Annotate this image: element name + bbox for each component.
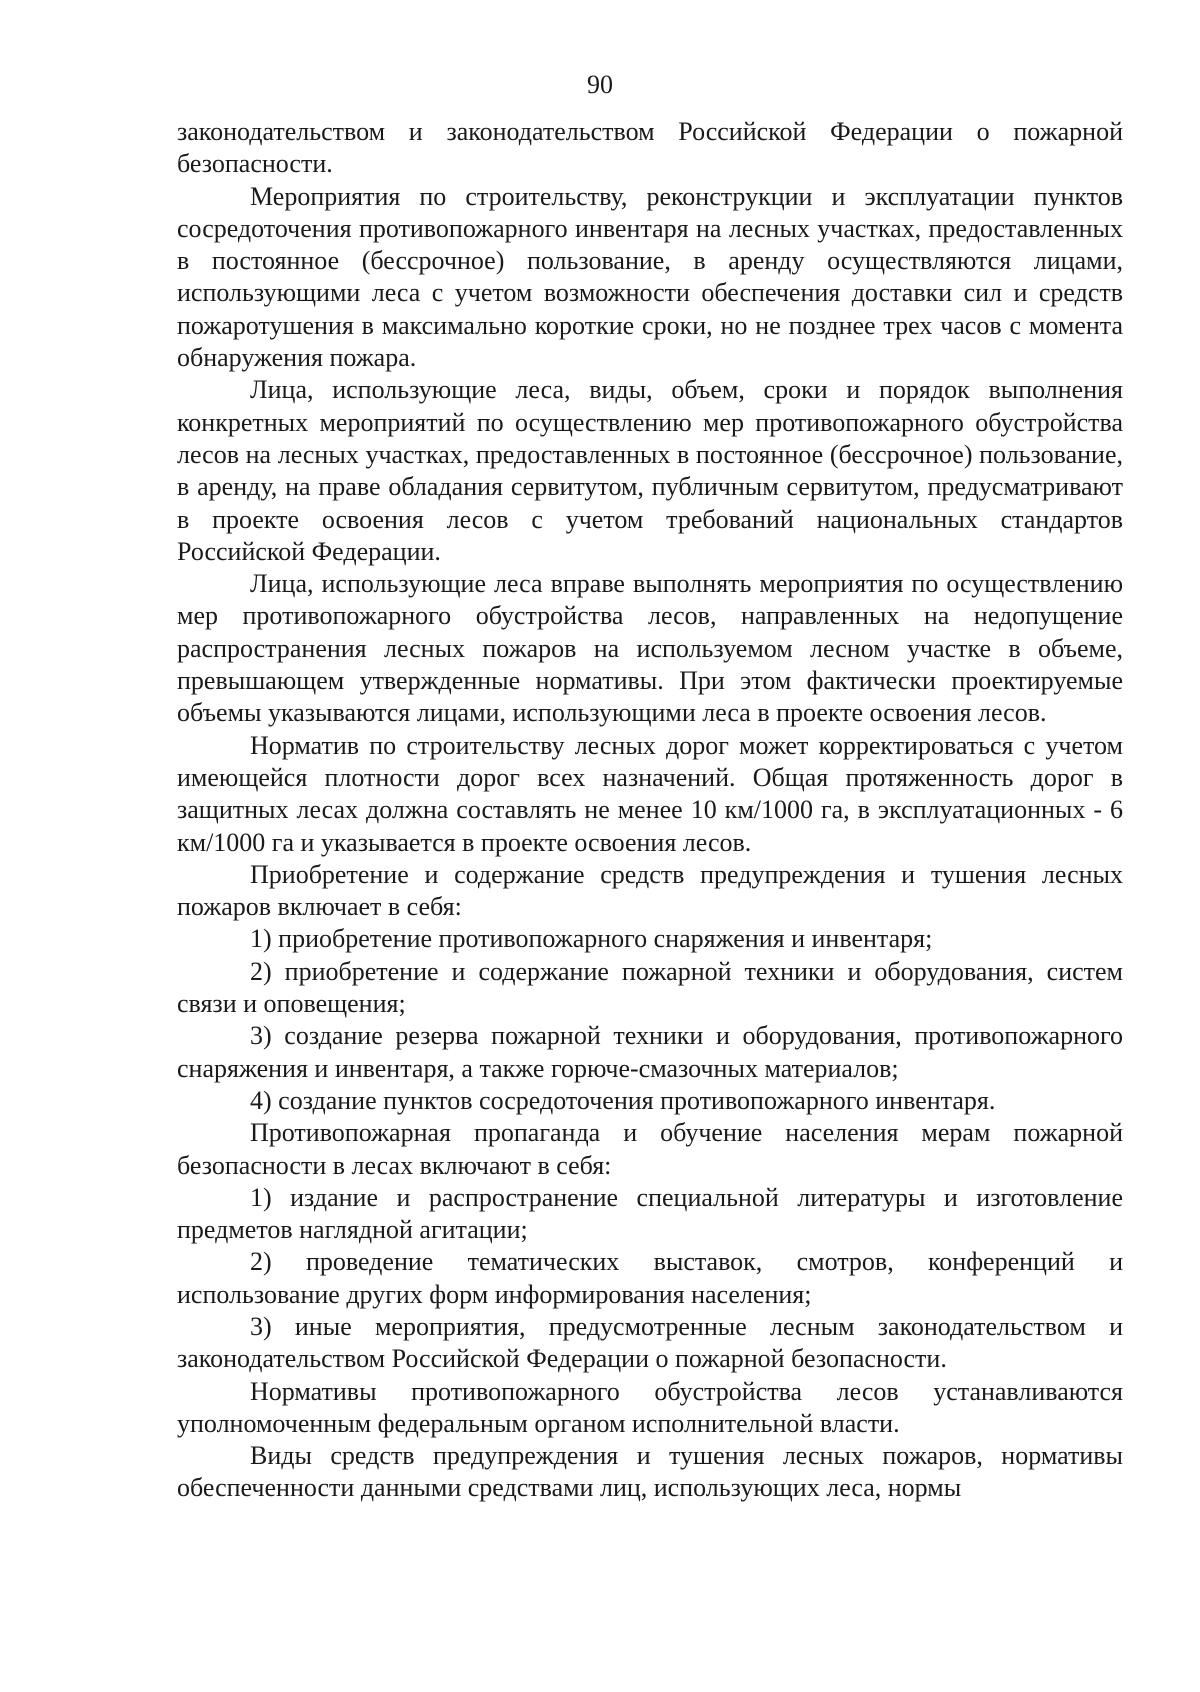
list-item-acquisition-1: 1) приобретение противопожарного снаряжения и инвентаря; [250, 924, 933, 954]
page-number: 90 [587, 70, 613, 99]
document-body [177, 116, 1123, 1505]
list-item-acquisition-3: 3) создание резерва пожарной техники и оборудования, противопожарного снаряжения и инвентаря, а также горюче-смазочных материалов; [177, 1021, 1123, 1083]
paragraph-excess-measures: Лица, использующие леса вправе выполнять мероприятия по осуществлению мер противопожарного обустройства лесов, направленных на недопущение распространения лесных пожаров на используемом лесном участке в объеме, превышающем утвержденные нормативы. При этом фактически проектируемые объемы указываются лицами, использующими леса в проекте освоения лесов. [177, 569, 1123, 728]
paragraph-forest-users-measures: Лица, использующие леса, виды, объем, сроки и порядок выполнения конкретных мероприятий по осуществлению мер противопожарного обустройства лесов на лесных участках, предоставленных в постоянное (бессрочное) пользование, в аренду, на праве обладания сервитутом, публичным сервитутом, предусматривают в проекте освоения лесов с учетом требований национальных стандартов Российской Федерации. [177, 375, 1123, 566]
paragraph-means-types: Виды средств предупреждения и тушения лесных пожаров, нормативы обеспеченности данными средствами лиц, использующих леса, нормы [177, 1441, 1123, 1503]
list-item-acquisition-4: 4) создание пунктов сосредоточения противопожарного инвентаря. [250, 1085, 996, 1115]
list-item-propaganda-2: 2) проведение тематических выставок, смотров, конференций и использование других форм информирования населения; [177, 1247, 1123, 1309]
list-item-acquisition-2: 2) приобретение и содержание пожарной техники и оборудования, систем связи и оповещения; [177, 956, 1123, 1019]
paragraph-road-standard: Норматив по строительству лесных дорог может корректироваться с учетом имеющейся плотности дорог всех назначений. Общая протяженность дорог в защитных лесах должна составлять не менее 10 км/1000 га, в эксплуатационных - 6 км/1000 га и указывается в проекте освоения лесов. [177, 730, 1123, 857]
paragraph-standards-authority: Нормативы противопожарного обустройства лесов устанавливаются уполномоченным федеральным органом исполнительной власти. [177, 1376, 1123, 1438]
paragraph-propaganda-intro: Противопожарная пропаганда и обучение населения мерам пожарной безопасности в лесах включают в себя: [177, 1118, 1123, 1180]
paragraph-continuation: законодательством и законодательством Российской Федерации о пожарной безопасности. [177, 117, 1123, 179]
paragraph-acquisition-intro: Приобретение и содержание средств предупреждения и тушения лесных пожаров включает в себя: [177, 859, 1123, 922]
paragraph-fire-inventory-points: Мероприятия по строительству, реконструкции и эксплуатации пунктов сосредоточения противопожарного инвентаря на лесных участках, предоставленных в постоянное (бессрочное) пользование, в аренду осуществляются лицами, использующими леса с учетом возможности обеспечения доставки сил и средств пожаротушения в максимально короткие сроки, но не позднее трех часов с момента обнаружения пожара. [177, 181, 1123, 373]
list-item-propaganda-3: 3) иные мероприятия, предусмотренные лесным законодательством и законодательством Российской Федерации о пожарной безопасности. [177, 1311, 1123, 1374]
list-item-propaganda-1: 1) издание и распространение специальной литературы и изготовление предметов наглядной агитации; [177, 1182, 1123, 1245]
